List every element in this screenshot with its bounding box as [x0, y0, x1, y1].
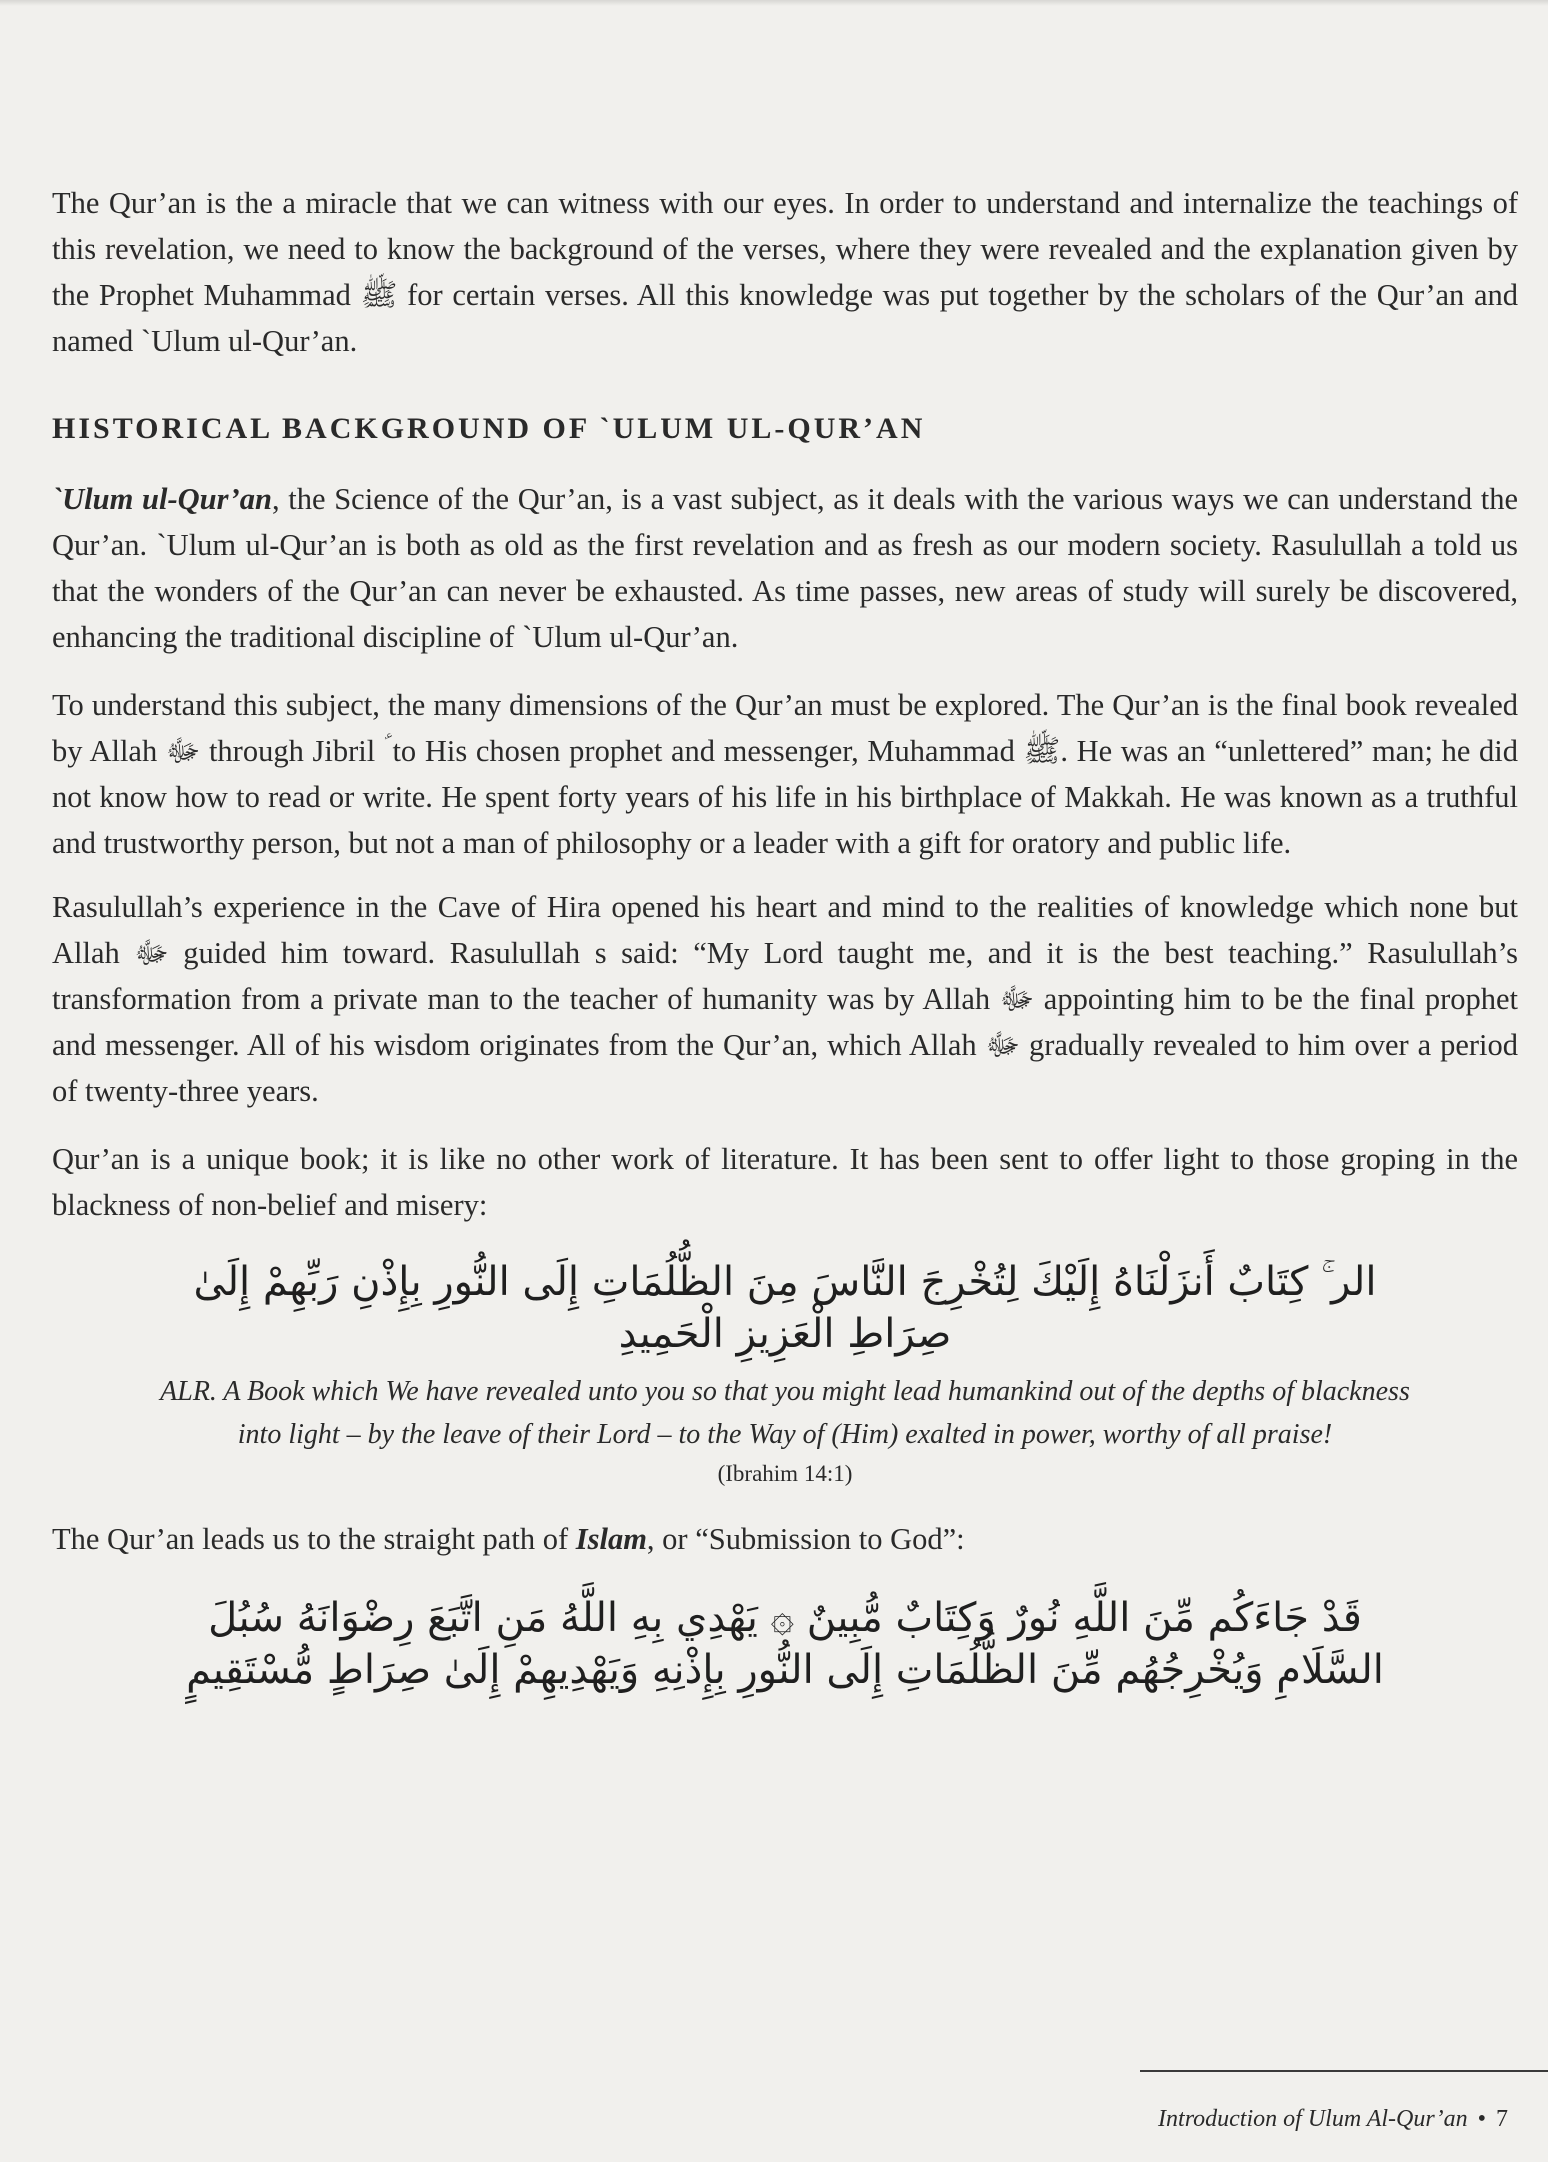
verse-ibrahim-translation: ALR. A Book which We have revealed unto you so that you might lead humankind out of the depths of blackness into light – by the leave of their Lord – to the Way of (Him) exalted in power, worthy of all praise!: [160, 1376, 1410, 1450]
term-ulum-ul-quran: `Ulum ul-Qur’an: [52, 482, 272, 516]
verse-ibrahim-citation: (Ibrahim 14:1): [717, 1461, 853, 1486]
section-heading: HISTORICAL BACKGROUND OF `ULUM UL-QUR’AN: [52, 412, 926, 445]
paragraph-straight-path: [52, 1516, 1518, 1562]
page-footer: [1158, 2106, 1508, 2133]
page-top-edge: [0, 0, 1548, 6]
straight-path-text-before: The Qur’an leads us to the straight path of: [52, 1522, 576, 1556]
verse-ibrahim-arabic: [92, 1256, 1478, 1360]
term-islam: Islam: [575, 1522, 647, 1556]
paragraph-dimensions: To understand this subject, the many dimensions of the Qur’an must be explored. The Qur’an is the final book revealed by Allah ﷻ through Jibril ؑ to His chosen prophet and messenger, Muhammad ﷺ. He was an “unlettered” man; he did not know how to read or write. He spent forty years of his life in his birthplace of Makkah. He was known as a truthful and trustworthy person, but not a man of philosophy or a leader with a gift for oratory and public life.: [52, 688, 1518, 860]
footer-page-number: 7: [1496, 2106, 1508, 2132]
footer-rule: [1140, 2070, 1548, 2072]
verse-ibrahim-arabic-line-1: الر ۚ كِتَابٌ أَنزَلْنَاهُ إِلَيْكَ لِتُخْرِجَ النَّاسَ مِنَ الظُّلُمَاتِ إِلَى النُّورِ بِإِذْنِ رَبِّهِمْ إِلَىٰ: [193, 1259, 1377, 1305]
verse-ibrahim-arabic-line-2: صِرَاطِ الْعَزِيزِ الْحَمِيدِ: [618, 1311, 952, 1357]
footer-bullet: •: [1477, 2106, 1486, 2132]
verse-maidah-arabic: [92, 1592, 1478, 1696]
paragraph-ulum-definition: [52, 476, 1518, 660]
intro-paragraph: The Qur’an is the a miracle that we can witness with our eyes. In order to understand and internalize the teachings of this revelation, we need to know the background of the verses, where they were revealed and the explanation given by the Prophet Muhammad ﷺ for certain verses. All this knowledge was put together by the scholars of the Qur’an and named `Ulum ul-Qur’an.: [52, 186, 1518, 358]
verse-maidah-arabic-line-2: السَّلَامِ وَيُخْرِجُهُم مِّنَ الظُّلُمَاتِ إِلَى النُّورِ بِإِذْنِهِ وَيَهْدِيهِمْ إِلَىٰ صِرَاطٍ مُّسْتَقِيمٍ: [186, 1647, 1384, 1693]
verse-maidah-arabic-line-1: قَدْ جَاءَكُم مِّنَ اللَّهِ نُورٌ وَكِتَابٌ مُّبِينٌ ۞ يَهْدِي بِهِ اللَّهُ مَنِ اتَّبَعَ رِضْوَانَهُ سُبُلَ: [208, 1595, 1362, 1641]
paragraph-cave-of-hira: Rasulullah’s experience in the Cave of Hira opened his heart and mind to the realities of knowledge which none but Allah ﷻ guided him toward. Rasulullah s said: “My Lord taught me, and it is the best teaching.” Rasulullah’s transformation from a private man to the teacher of humanity was by Allah ﷻ appointing him to be the final prophet and messenger. All of his wisdom originates from the Qur’an, which Allah ﷻ gradually revealed to him over a period of twenty-three years.: [52, 890, 1519, 1108]
paragraph-ulum-definition-text: , the Science of the Qur’an, is a vast subject, as it deals with the various ways we can understand the Qur’an. `Ulum ul-Qur’an is both as old as the first revelation and as fresh as our modern society. Rasulullah a told us that the wonders of the Qur’an can never be exhausted. As time passes, new areas of study will surely be discovered, enhancing the traditional discipline of `Ulum ul-Qur’an.: [52, 482, 1519, 654]
page-content: [52, 180, 1518, 1696]
paragraph-unique-book: Qur’an is a unique book; it is like no other work of literature. It has been sent to offer light to those groping in the blackness of non-belief and misery:: [52, 1142, 1518, 1222]
footer-book-title: Introduction of Ulum Al-Qur’an: [1158, 2106, 1468, 2132]
straight-path-text-after: , or “Submission to God”:: [646, 1522, 965, 1556]
